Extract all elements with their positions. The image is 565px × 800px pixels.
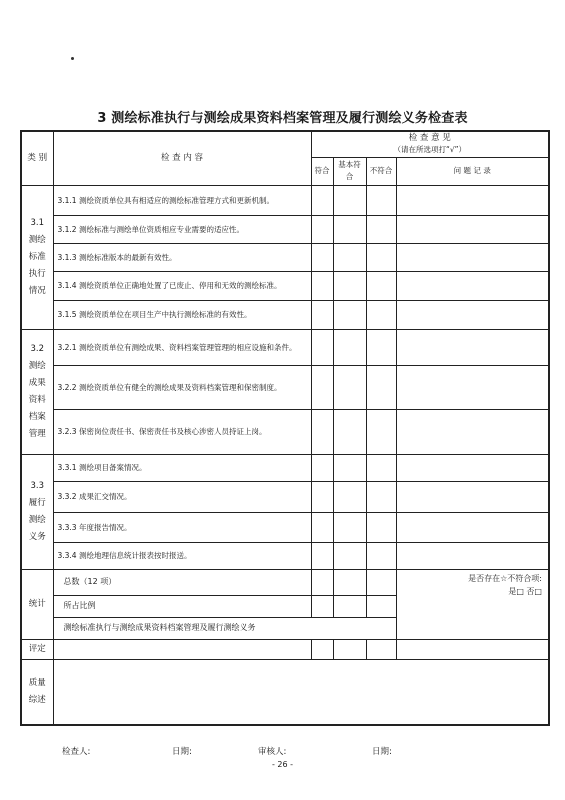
cell-not[interactable] (366, 595, 396, 617)
category-3-3-text: 3.3 履行 测绘 义务 (28, 480, 46, 542)
evaluation-content[interactable] (53, 639, 311, 659)
cell-issue[interactable] (396, 271, 549, 300)
cell-issue[interactable] (396, 512, 549, 542)
category-3-2-text: 3.2 测绘 成果 资料 档案 管理 (28, 343, 46, 439)
header-basic-conform: 基本符合 (333, 157, 366, 185)
footer-date1: 日期: (172, 747, 192, 757)
cell-not[interactable] (366, 569, 396, 595)
cell-basic[interactable] (333, 454, 366, 481)
cell-basic[interactable] (333, 300, 366, 329)
category-3-1 (21, 185, 53, 329)
cell-basic[interactable] (333, 639, 366, 659)
cell-basic[interactable] (333, 409, 366, 454)
cell-not[interactable] (366, 185, 396, 215)
cell-not[interactable] (366, 329, 396, 365)
item-3-2-1: 3.2.1 测绘资质单位有测绘成果、资料档案管理管理的相应设施和条件。 (53, 329, 311, 365)
header-issue-record: 问 题 记 录 (396, 157, 549, 185)
cell-issue[interactable] (396, 409, 549, 454)
cell-conform[interactable] (311, 243, 333, 271)
header-category (21, 131, 53, 185)
cell-not[interactable] (366, 454, 396, 481)
stats-summary-line: 测绘标准执行与测绘成果资料档案管理及履行测绘义务 (53, 617, 396, 639)
stats-ratio: 所占比例 (53, 595, 311, 617)
item-3-1-3: 3.1.3 测绘标准版本的最新有效性。 (53, 243, 311, 271)
cell-issue[interactable] (396, 215, 549, 243)
inspection-table (20, 130, 550, 726)
cell-basic[interactable] (333, 243, 366, 271)
stats-note-line1: 是否存在☆不符合项: (468, 573, 542, 583)
cell-conform[interactable] (311, 185, 333, 215)
cell-conform[interactable] (311, 512, 333, 542)
footer-date2: 日期: (372, 747, 392, 757)
stats-note (396, 569, 549, 639)
cell-basic[interactable] (333, 542, 366, 569)
header-opinion (311, 131, 549, 157)
quality-content[interactable] (53, 659, 549, 725)
item-3-1-5: 3.1.5 测绘资质单位在项目生产中执行测绘标准的有效性。 (53, 300, 311, 329)
category-3-1-text: 3.1 测绘 标准 执行 情况 (28, 217, 46, 296)
item-3-3-1: 3.3.1 测绘项目备案情况。 (53, 454, 311, 481)
header-opinion-note: （请在所选项打“√”） (393, 145, 467, 155)
cell-conform[interactable] (311, 542, 333, 569)
page-title: 3 测绘标准执行与测绘成果资料档案管理及履行测绘义务检查表 (97, 111, 468, 126)
footer-reviewer: 审核人: (258, 747, 287, 757)
header-category-text: 类 别 (27, 152, 48, 163)
header-opinion-text: 检 查 意 见 (408, 133, 451, 144)
cell-conform[interactable] (311, 409, 333, 454)
category-3-2 (21, 329, 53, 454)
item-3-1-2: 3.1.2 测绘标准与测绘单位资质相应专业需要的适应性。 (53, 215, 311, 243)
stats-note-line2: 是□ 否□ (508, 586, 542, 596)
cell-not[interactable] (366, 243, 396, 271)
item-3-3-4: 3.3.4 测绘地理信息统计报表按时报送。 (53, 542, 311, 569)
cell-basic[interactable] (333, 569, 366, 595)
cell-basic[interactable] (333, 512, 366, 542)
header-content: 检 查 内 容 (53, 131, 311, 185)
header-conform: 符合 (311, 157, 333, 185)
stats-total: 总数（12 项） (53, 569, 311, 595)
cell-conform[interactable] (311, 271, 333, 300)
cell-conform[interactable] (311, 639, 333, 659)
cell-issue[interactable] (396, 454, 549, 481)
cell-not[interactable] (366, 409, 396, 454)
cell-not[interactable] (366, 300, 396, 329)
item-3-2-3: 3.2.3 保密岗位责任书、保密责任书及核心涉密人员持证上岗。 (53, 409, 311, 454)
footer-inspector: 检查人: (62, 747, 91, 757)
cell-issue[interactable] (396, 542, 549, 569)
cell-not[interactable] (366, 271, 396, 300)
cell-issue[interactable] (396, 365, 549, 409)
quality-label (21, 659, 53, 725)
stats-label: 统计 (21, 569, 53, 639)
cell-basic[interactable] (333, 481, 366, 512)
item-3-1-1: 3.1.1 测绘资质单位具有相适应的测绘标准管理方式和更新机制。 (53, 185, 311, 215)
cell-conform[interactable] (311, 215, 333, 243)
quality-label-text: 质量综述 (28, 677, 46, 705)
page-number: - 26 - (271, 760, 294, 769)
item-3-2-2: 3.2.2 测绘资质单位有健全的测绘成果及资料档案管理和保密制度。 (53, 365, 311, 409)
cell-not[interactable] (366, 512, 396, 542)
item-3-3-2: 3.3.2 成果汇交情况。 (53, 481, 311, 512)
scan-dot (71, 57, 74, 60)
cell-basic[interactable] (333, 271, 366, 300)
cell-basic[interactable] (333, 365, 366, 409)
item-3-1-4: 3.1.4 测绘资质单位正确地处置了已废止、停用和无效的测绘标准。 (53, 271, 311, 300)
cell-issue[interactable] (396, 481, 549, 512)
cell-conform[interactable] (311, 365, 333, 409)
cell-not[interactable] (366, 215, 396, 243)
cell-not[interactable] (366, 481, 396, 512)
cell-conform[interactable] (311, 595, 333, 617)
cell-conform[interactable] (311, 454, 333, 481)
cell-basic[interactable] (333, 595, 366, 617)
item-3-3-3: 3.3.3 年度报告情况。 (53, 512, 311, 542)
header-not-conform: 不符合 (366, 157, 396, 185)
cell-issue[interactable] (396, 243, 549, 271)
cell-basic[interactable] (333, 329, 366, 365)
evaluation-note[interactable] (396, 639, 549, 659)
evaluation-label: 评定 (21, 639, 53, 659)
cell-issue[interactable] (396, 329, 549, 365)
cell-conform[interactable] (311, 300, 333, 329)
cell-conform[interactable] (311, 481, 333, 512)
category-3-3 (21, 454, 53, 569)
cell-issue[interactable] (396, 300, 549, 329)
cell-not[interactable] (366, 639, 396, 659)
cell-basic[interactable] (333, 185, 366, 215)
cell-conform[interactable] (311, 329, 333, 365)
cell-not[interactable] (366, 542, 396, 569)
cell-conform[interactable] (311, 569, 333, 595)
cell-basic[interactable] (333, 215, 366, 243)
cell-not[interactable] (366, 365, 396, 409)
cell-issue[interactable] (396, 185, 549, 215)
